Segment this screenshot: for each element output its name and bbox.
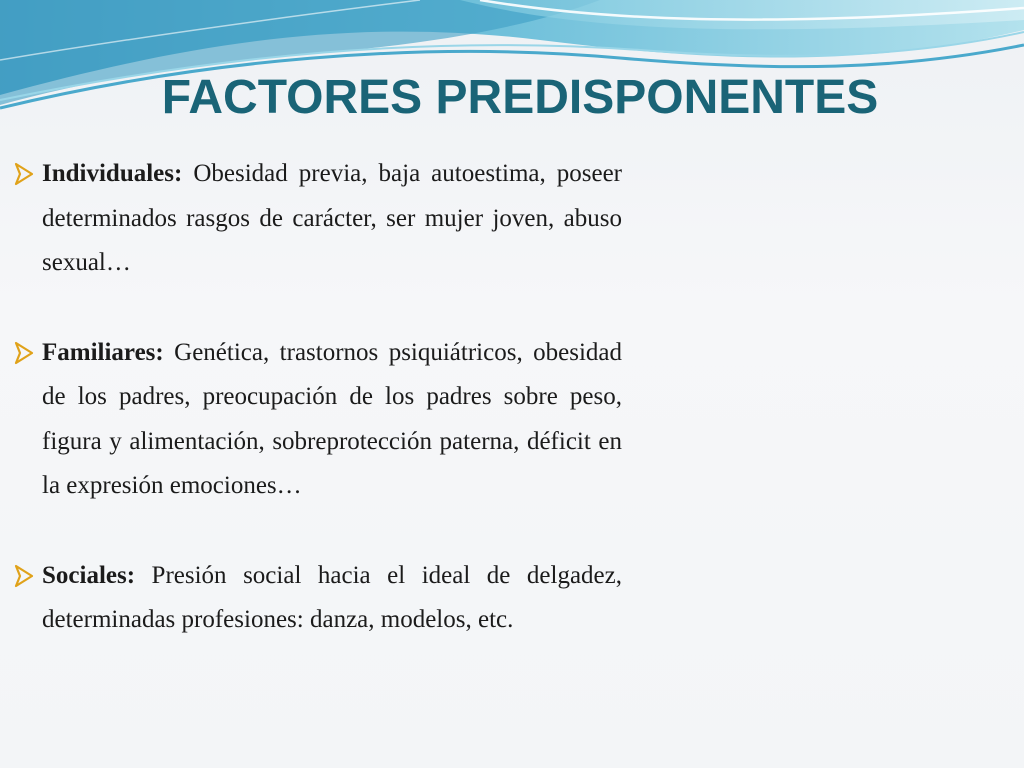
- list-item: [14, 554, 622, 643]
- list-item-paragraph: [42, 152, 622, 286]
- list-item: [14, 152, 622, 286]
- list-item-paragraph: [42, 554, 622, 643]
- bullet-list: [14, 152, 622, 643]
- list-item-text: Obesidad previa, baja autoestima, poseer determinados rasgos de carácter, ser mujer joven, abuso sexual…: [42, 160, 622, 276]
- list-item-label: Individuales:: [42, 160, 183, 187]
- list-item: [14, 331, 622, 509]
- arrow-bullet-icon: [14, 162, 34, 186]
- list-item-label: Familiares:: [42, 338, 164, 366]
- list-item-text: Genética, trastornos psiquiátricos, obesidad de los padres, preocupación de los padres sobre peso, figura y alimentación, sobreprotección paterna, déficit en la expresión emociones…: [42, 338, 622, 499]
- slide-title: FACTORES PREDISPONENTES: [161, 71, 879, 124]
- arrow-bullet-icon: [14, 564, 34, 588]
- list-item-text: Presión social hacia el ideal de delgadez, determinadas profesiones: danza, modelos, etc.: [42, 561, 622, 633]
- list-item-label: Sociales:: [42, 561, 136, 589]
- arrow-bullet-icon: [14, 341, 34, 365]
- list-item-paragraph: [42, 331, 622, 509]
